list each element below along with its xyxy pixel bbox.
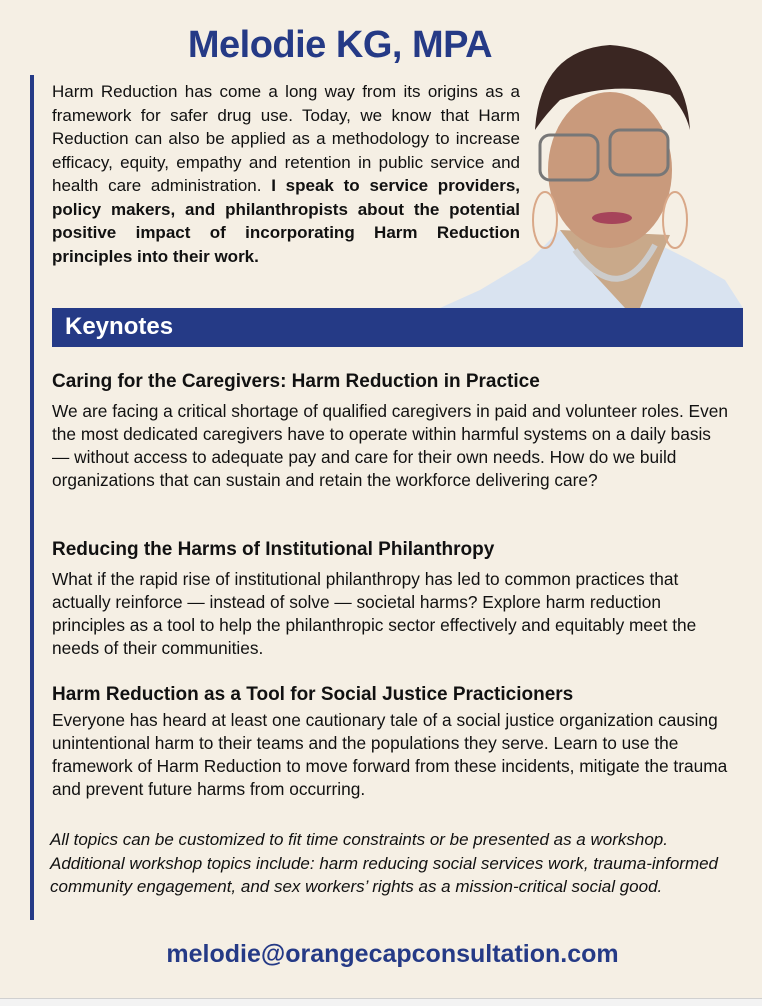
contact-email-link[interactable]: melodie@orangecapconsultation.com (166, 940, 619, 968)
keynotes-heading: Keynotes (65, 313, 174, 340)
portrait-photo (440, 20, 745, 308)
keynote-title: Reducing the Harms of Institutional Philanthropy (52, 539, 495, 560)
customization-note: All topics can be customized to fit time constraints or be presented as a workshop. Additional workshop topics include: harm reducing social services work, trauma-informed community engagement, and sex workers’ rights as a mission-critical social good. (50, 830, 719, 896)
keynote-body: What if the rapid rise of institutional philanthropy has led to common practices that actually reinforce — instead of solve — societal harms? Explore harm reduction principles as a tool to help the philanthropic sector effectively and equitably meet the needs of their communities. (52, 569, 697, 658)
keynote-title: Harm Reduction as a Tool for Social Justice Practicioners (52, 684, 574, 705)
left-accent-bar (30, 75, 34, 920)
keynote-title: Caring for the Caregivers: Harm Reduction in Practice (52, 371, 540, 392)
keynotes-section-header (52, 308, 743, 347)
intro-text: Harm Reduction has come a long way from its origins as a framework for safer drug use. Today, we know that Harm Reduction can also be applied as a methodology to increase efficacy, equity, empathy and retention in public service and health care administration. (52, 82, 520, 195)
speaker-name: Melodie KG, MPA (187, 24, 493, 66)
keynote-body: Everyone has heard at least one cautionary tale of a social justice organization causing unintentional harm to their teams and the populations they serve. Learn to use the framework of Harm Reduction to move forward from these incidents, mitigate the trauma and prevent future harms from occurring. (52, 710, 728, 799)
intro-bold-text: I speak to service providers, policy makers, and philanthropists about the potential positive impact of incorporating Harm Reduction principles into their work. (52, 176, 520, 266)
keynote-body: We are facing a critical shortage of qualified caregivers in paid and volunteer roles. Even the most dedicated caregivers have to operate within harmful systems on a daily basis — without access to adequate pay and care for their own needs. How do we build organizations that can sustain and retain the workforce delivering care? (52, 401, 728, 490)
